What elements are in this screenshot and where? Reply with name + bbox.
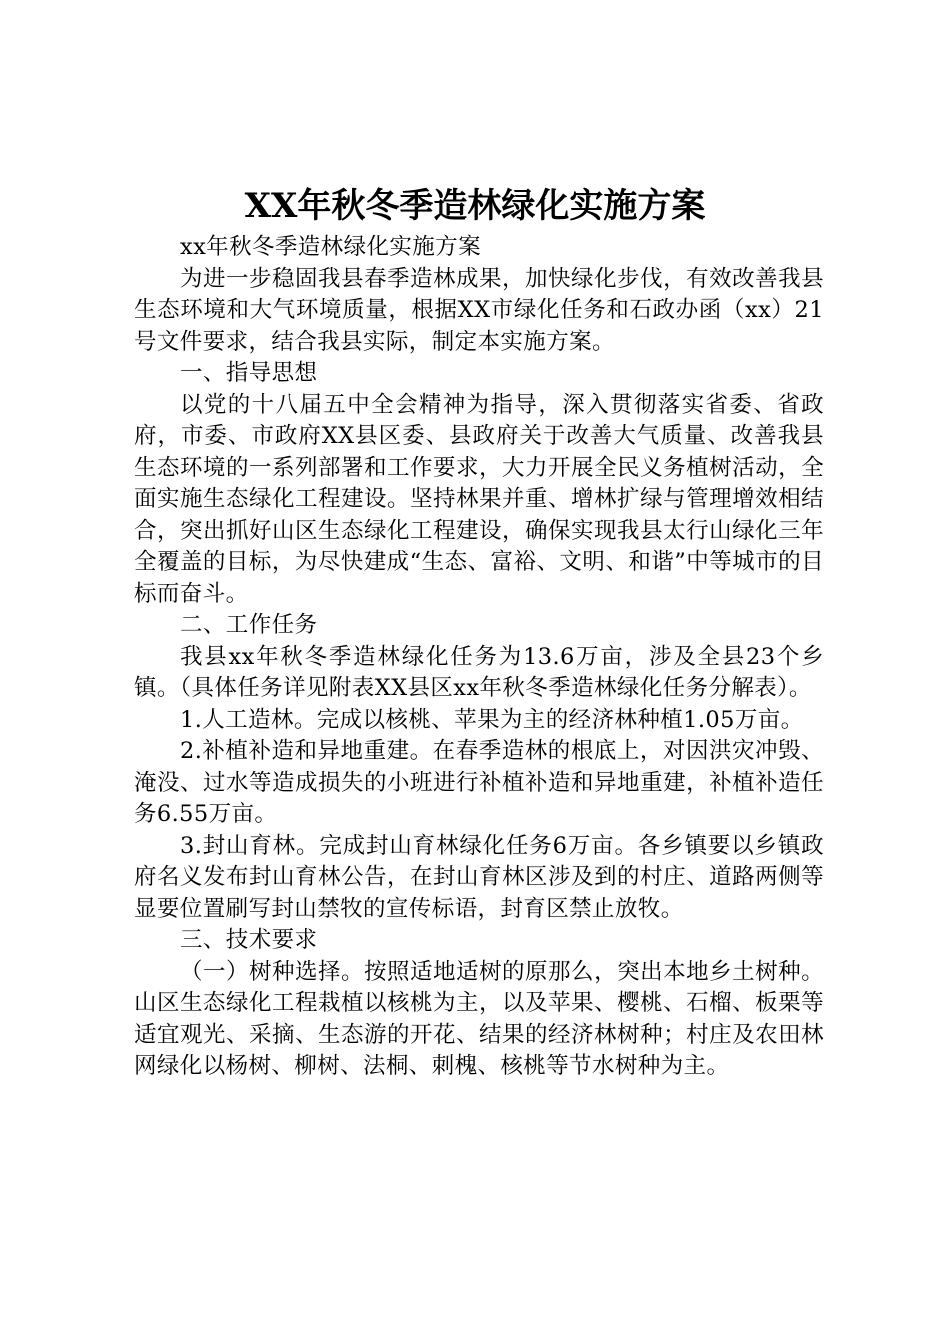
paragraph-tree-species: （一）树种选择。按照适地适树的原那么，突出本地乡土树种。山区生态绿化工程栽植以核桃为主，以及苹果、樱桃、石榴、板栗等适宜观光、采摘、生态游的开花、结果的经济林树种；村庄及农田林网绿化以杨树、柳树、法桐、刺槐、核桃等节水树种为主。 xyxy=(134,958,824,1079)
section-heading-technical-requirements: 三、技术要求 xyxy=(180,927,318,953)
paragraph-guiding-ideology: 以党的十八届五中全会精神为指导，深入贯彻落实省委、省政府，市委、市政府XX县区委、县政府关于改善大气质量、改善我县生态环境的一系列部署和工作要求，大力开展全民义务植树活动，全面实施生态绿化工程建设。坚持林果并重、增林扩绿与管理增效相结合，突出抓好山区生态绿化工程建设，确保实现我县太行山绿化三年全覆盖的目标，为尽快建成“生态、富裕、文明、和谐”中等城市的目标而奋斗。 xyxy=(134,391,824,607)
document-body xyxy=(134,232,824,1083)
paragraph-intro: 为进一步稳固我县春季造林成果，加快绿化步伐，有效改善我县生态环境和大气环境质量，根据XX市绿化任务和石政办函（xx）21号文件要求，结合我县实际，制定本实施方案。 xyxy=(134,265,824,355)
list-item-artificial-afforestation: 1.人工造林。完成以核桃、苹果为主的经济林种植1.05万亩。 xyxy=(180,706,804,733)
list-item-replanting: 2.补植补造和异地重建。在春季造林的根底上，对因洪灾冲毁、淹没、过水等造成损失的小班进行补植补造和异地重建，补植补造任务6.55万亩。 xyxy=(134,738,824,827)
document-title: XX年秋冬季造林绿化实施方案 xyxy=(244,186,706,226)
paragraph-work-tasks: 我县xx年秋冬季造林绿化任务为13.6万亩，涉及全县23个乡镇。（具体任务详见附表XX县区xx年秋冬季造林绿化任务分解表）。 xyxy=(134,643,824,701)
list-item-mountain-closure: 3.封山育林。完成封山育林绿化任务6万亩。各乡镇要以乡镇政府名义发布封山育林公告，在封山育林区涉及到的村庄、道路两侧等显要位置刷写封山禁牧的宣传标语，封育区禁止放牧。 xyxy=(134,832,824,922)
section-heading-work-tasks: 二、工作任务 xyxy=(180,612,318,638)
section-heading-guiding-ideology: 一、指导思想 xyxy=(180,360,318,386)
paragraph-subtitle: xx年秋冬季造林绿化实施方案 xyxy=(180,234,481,260)
